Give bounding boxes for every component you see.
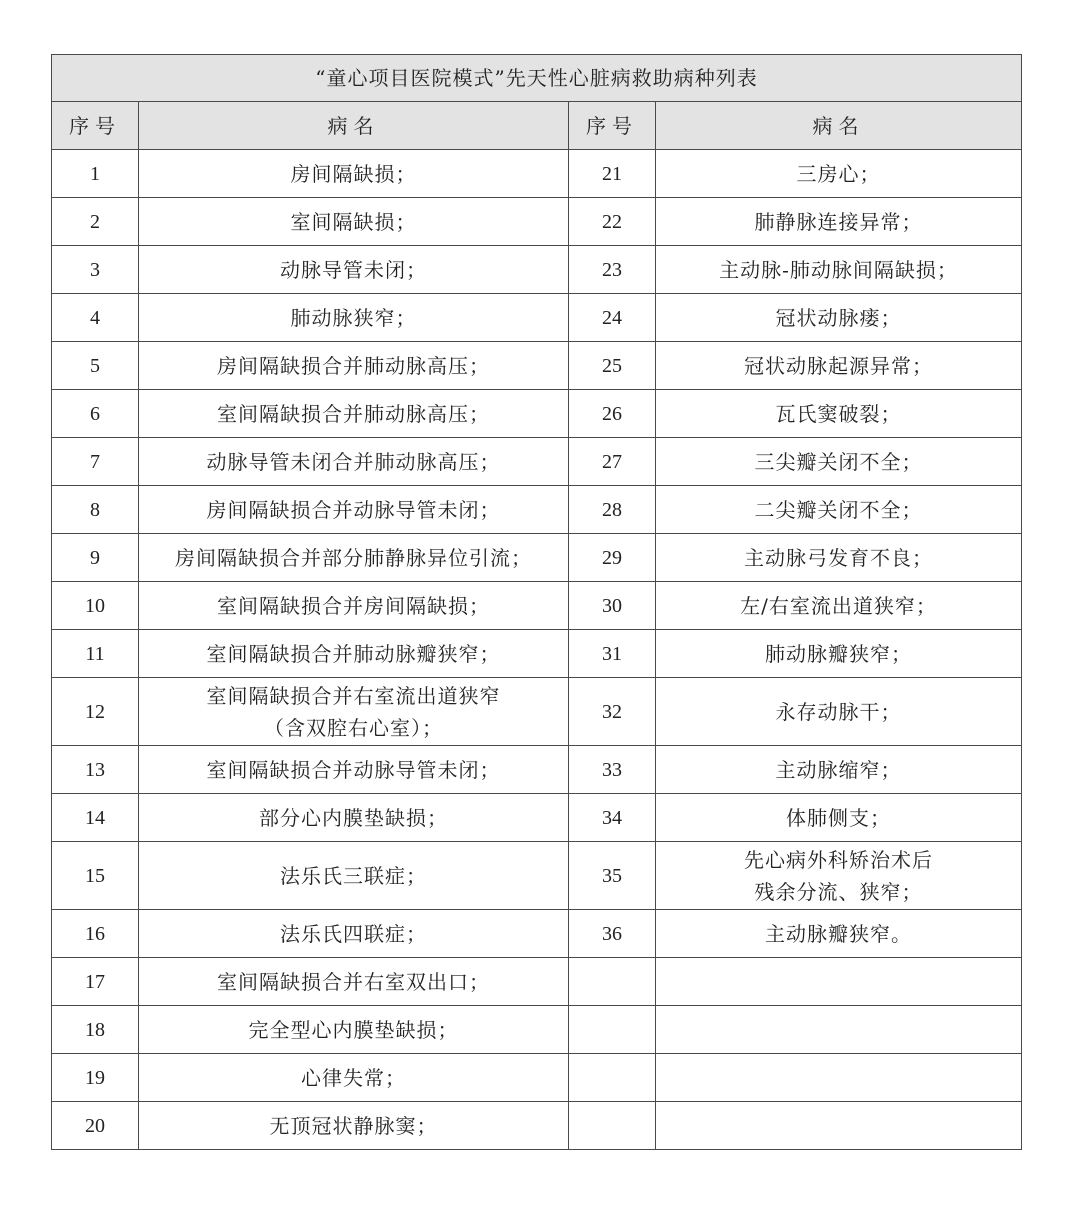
row-number-right: 26	[569, 390, 656, 438]
disease-name-right: 二尖瓣关闭不全；	[656, 486, 1022, 534]
disease-name-left: 心律失常；	[139, 1054, 569, 1102]
row-number-left: 20	[52, 1102, 139, 1150]
row-number-left: 16	[52, 910, 139, 958]
row-number-left: 9	[52, 534, 139, 582]
header-name-left: 病名	[139, 102, 569, 150]
row-number-left: 8	[52, 486, 139, 534]
row-number-left: 4	[52, 294, 139, 342]
header-name-right: 病名	[656, 102, 1022, 150]
table-row	[52, 794, 1022, 842]
disease-name-left: 房间隔缺损合并肺动脉高压；	[139, 342, 569, 390]
table-row	[52, 842, 1022, 910]
table-row	[52, 438, 1022, 486]
row-number-left: 12	[52, 678, 139, 746]
disease-name-left: 室间隔缺损合并肺动脉瓣狭窄；	[139, 630, 569, 678]
row-number-right: 24	[569, 294, 656, 342]
disease-name-right	[656, 1006, 1022, 1054]
table-row	[52, 198, 1022, 246]
disease-name-right: 瓦氏窦破裂；	[656, 390, 1022, 438]
disease-name-right: 主动脉瓣狭窄。	[656, 910, 1022, 958]
disease-name-left: 动脉导管未闭合并肺动脉高压；	[139, 438, 569, 486]
table-row	[52, 246, 1022, 294]
row-number-right: 25	[569, 342, 656, 390]
row-number-left: 15	[52, 842, 139, 910]
row-number-right	[569, 1102, 656, 1150]
row-number-right: 31	[569, 630, 656, 678]
disease-name-left: 室间隔缺损合并右室流出道狭窄 （含双腔右心室）；	[139, 678, 569, 746]
disease-name-left: 室间隔缺损合并右室双出口；	[139, 958, 569, 1006]
disease-name-right: 主动脉弓发育不良；	[656, 534, 1022, 582]
disease-name-left: 肺动脉狭窄；	[139, 294, 569, 342]
disease-name-left: 法乐氏四联症；	[139, 910, 569, 958]
row-number-right: 30	[569, 582, 656, 630]
disease-name-right: 体肺侧支；	[656, 794, 1022, 842]
row-number-left: 3	[52, 246, 139, 294]
row-number-right: 32	[569, 678, 656, 746]
disease-name-right: 三房心；	[656, 150, 1022, 198]
table-row	[52, 746, 1022, 794]
table-header-row	[52, 102, 1022, 150]
table-row	[52, 342, 1022, 390]
row-number-left: 13	[52, 746, 139, 794]
disease-name-left: 部分心内膜垫缺损；	[139, 794, 569, 842]
row-number-right: 35	[569, 842, 656, 910]
disease-name-right: 三尖瓣关闭不全；	[656, 438, 1022, 486]
table-row	[52, 1006, 1022, 1054]
disease-name-left: 室间隔缺损合并动脉导管未闭；	[139, 746, 569, 794]
row-number-left: 7	[52, 438, 139, 486]
row-number-left: 5	[52, 342, 139, 390]
disease-name-left: 房间隔缺损合并部分肺静脉异位引流；	[139, 534, 569, 582]
row-number-left: 17	[52, 958, 139, 1006]
disease-name-left: 房间隔缺损；	[139, 150, 569, 198]
disease-name-left: 室间隔缺损合并肺动脉高压；	[139, 390, 569, 438]
row-number-left: 11	[52, 630, 139, 678]
disease-list-table	[51, 54, 1022, 1150]
disease-name-right: 主动脉缩窄；	[656, 746, 1022, 794]
row-number-right: 23	[569, 246, 656, 294]
table-row	[52, 486, 1022, 534]
table-title: “童心项目医院模式”先天性心脏病救助病种列表	[52, 55, 1022, 102]
row-number-left: 6	[52, 390, 139, 438]
disease-name-right: 主动脉-肺动脉间隔缺损；	[656, 246, 1022, 294]
table-row	[52, 630, 1022, 678]
table-row	[52, 534, 1022, 582]
table-row	[52, 678, 1022, 746]
row-number-left: 10	[52, 582, 139, 630]
row-number-left: 19	[52, 1054, 139, 1102]
table-row	[52, 1054, 1022, 1102]
row-number-right	[569, 1006, 656, 1054]
table-row	[52, 294, 1022, 342]
disease-name-right: 冠状动脉瘘；	[656, 294, 1022, 342]
table-row	[52, 958, 1022, 1006]
table-row	[52, 390, 1022, 438]
disease-name-right	[656, 1054, 1022, 1102]
table-row	[52, 150, 1022, 198]
disease-name-left: 室间隔缺损合并房间隔缺损；	[139, 582, 569, 630]
header-no-right: 序号	[569, 102, 656, 150]
row-number-right: 22	[569, 198, 656, 246]
disease-name-right: 肺静脉连接异常；	[656, 198, 1022, 246]
row-number-right: 21	[569, 150, 656, 198]
row-number-right: 28	[569, 486, 656, 534]
disease-name-left: 法乐氏三联症；	[139, 842, 569, 910]
row-number-left: 1	[52, 150, 139, 198]
row-number-right: 34	[569, 794, 656, 842]
table-row	[52, 910, 1022, 958]
row-number-right: 33	[569, 746, 656, 794]
disease-name-right: 冠状动脉起源异常；	[656, 342, 1022, 390]
disease-name-left: 房间隔缺损合并动脉导管未闭；	[139, 486, 569, 534]
row-number-left: 18	[52, 1006, 139, 1054]
table-title-row	[52, 55, 1022, 102]
disease-name-left: 无顶冠状静脉窦；	[139, 1102, 569, 1150]
disease-name-right: 左/右室流出道狭窄；	[656, 582, 1022, 630]
disease-name-right: 肺动脉瓣狭窄；	[656, 630, 1022, 678]
header-no-left: 序号	[52, 102, 139, 150]
disease-name-right	[656, 1102, 1022, 1150]
table-row	[52, 582, 1022, 630]
row-number-right	[569, 958, 656, 1006]
row-number-right: 36	[569, 910, 656, 958]
row-number-right	[569, 1054, 656, 1102]
disease-name-right: 永存动脉干；	[656, 678, 1022, 746]
disease-name-right: 先心病外科矫治术后 残余分流、狭窄；	[656, 842, 1022, 910]
disease-name-right	[656, 958, 1022, 1006]
row-number-right: 29	[569, 534, 656, 582]
disease-name-left: 完全型心内膜垫缺损；	[139, 1006, 569, 1054]
disease-name-left: 室间隔缺损；	[139, 198, 569, 246]
table-row	[52, 1102, 1022, 1150]
row-number-left: 2	[52, 198, 139, 246]
row-number-right: 27	[569, 438, 656, 486]
row-number-left: 14	[52, 794, 139, 842]
disease-name-left: 动脉导管未闭；	[139, 246, 569, 294]
